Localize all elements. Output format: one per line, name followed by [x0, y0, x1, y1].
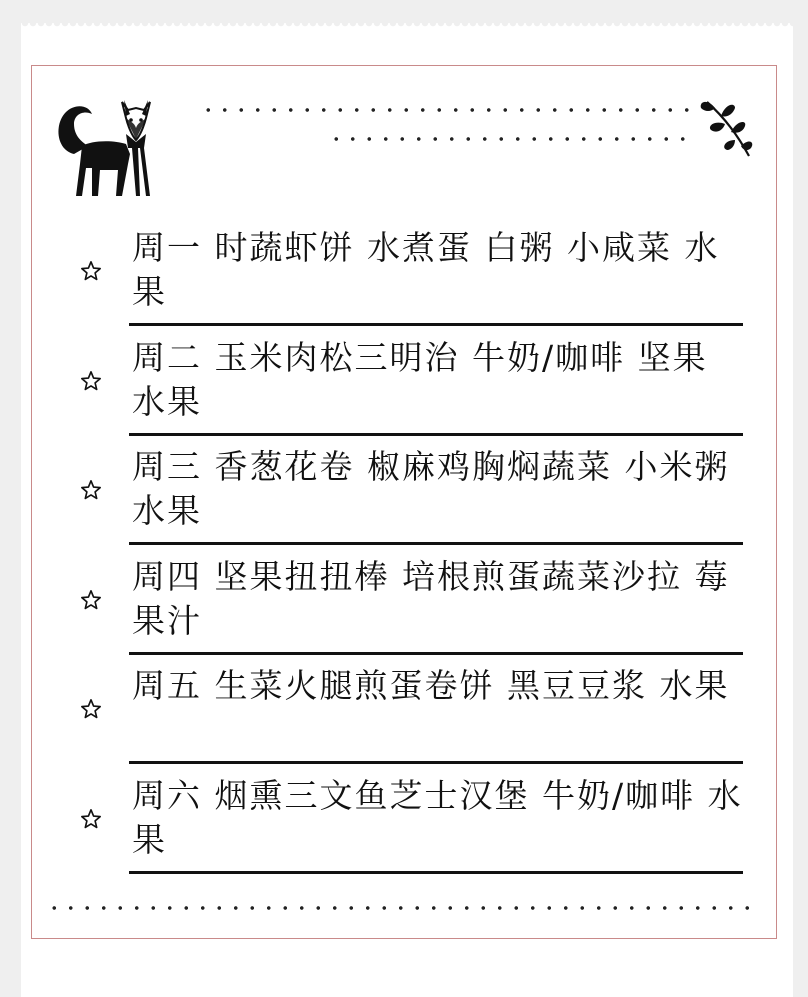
- menu-item: [32, 435, 776, 545]
- menu-item: [32, 326, 776, 436]
- leaf-branch-icon: [697, 94, 755, 160]
- menu-item-text: 周二 玉米肉松三明治 牛奶/咖啡 坚果 水果: [132, 337, 708, 421]
- dotted-divider: [328, 137, 694, 141]
- dotted-divider: [200, 108, 694, 112]
- menu-item: [32, 654, 776, 764]
- menu-item: [32, 216, 776, 326]
- page-sheet: [21, 23, 793, 997]
- breakfast-menu-list: [32, 216, 776, 873]
- row-divider: [129, 871, 743, 874]
- menu-item: [32, 764, 776, 874]
- star-outline-icon: [80, 370, 102, 392]
- scalloped-edge: [21, 23, 793, 45]
- star-outline-icon: [80, 589, 102, 611]
- dotted-divider: [46, 906, 762, 910]
- menu-item-text: 周一 时蔬虾饼 水煮蛋 白粥 小咸菜 水果: [132, 228, 720, 311]
- star-outline-icon: [80, 808, 102, 830]
- menu-card: [31, 65, 777, 939]
- menu-item-text: 周六 烟熏三文鱼芝士汉堡 牛奶/咖啡 水果: [132, 775, 743, 859]
- star-outline-icon: [80, 260, 102, 282]
- menu-item-text: 周四 坚果扭扭棒 培根煎蛋蔬菜沙拉 莓果汁: [132, 556, 730, 640]
- star-outline-icon: [80, 479, 102, 501]
- menu-item: [32, 545, 776, 655]
- star-outline-icon: [80, 698, 102, 720]
- fox-icon: [52, 84, 162, 196]
- menu-item-text: 周五 生菜火腿煎蛋卷饼 黑豆豆浆 水果: [132, 666, 730, 705]
- menu-item-text: 周三 香葱花卷 椒麻鸡胸焖蔬菜 小米粥 水果: [132, 447, 730, 530]
